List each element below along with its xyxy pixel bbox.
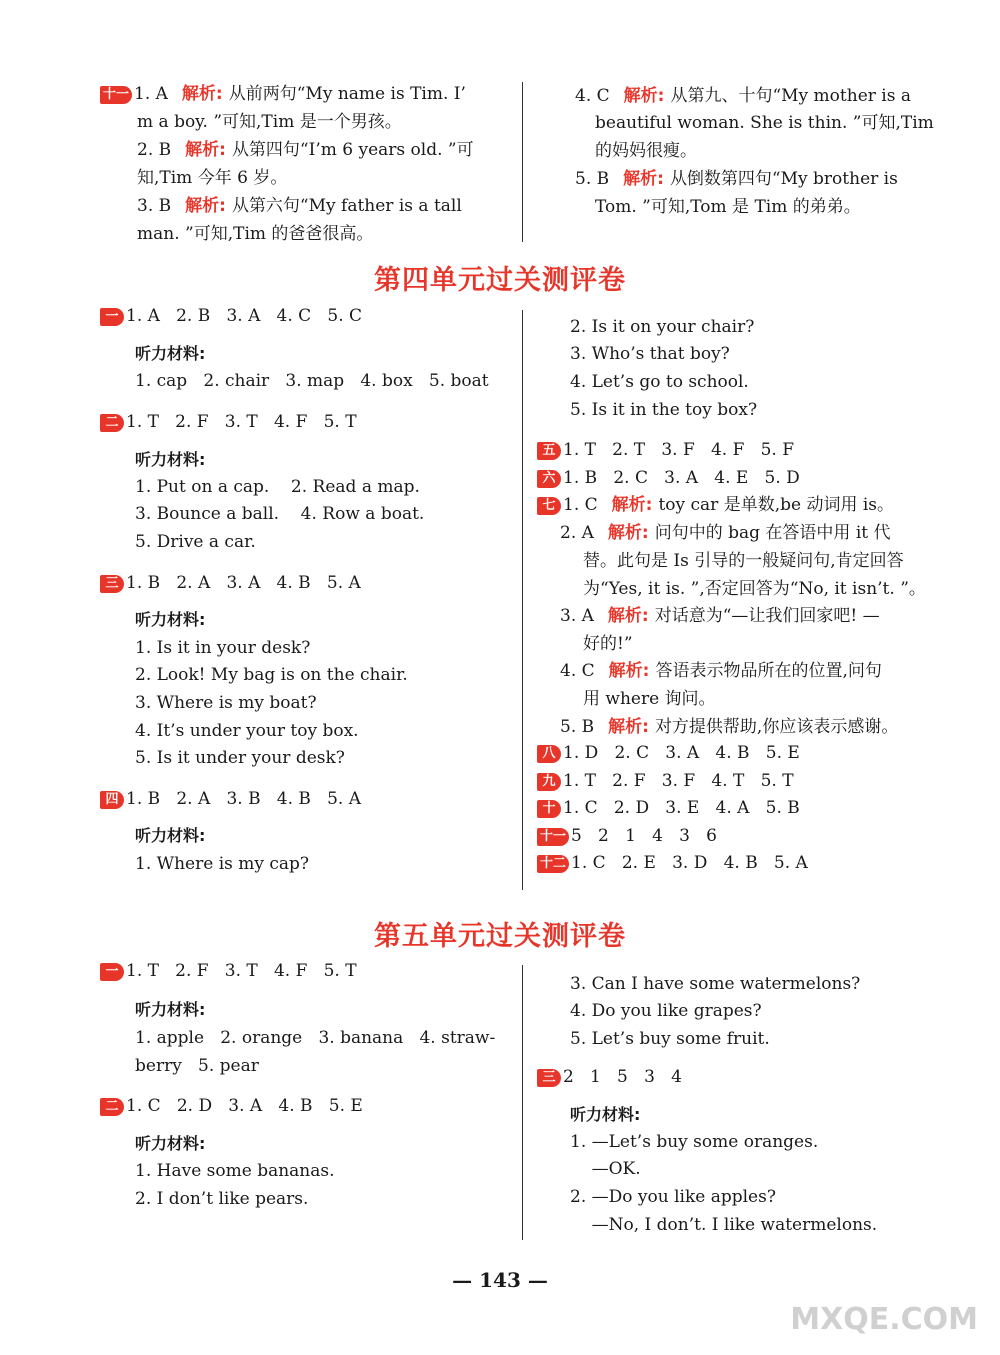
answer-line (570, 343, 730, 365)
answer-text: 1. C 2. D 3. E 4. A 5. B (563, 798, 800, 818)
analysis-text: 从第四句“I’m 6 years old. ”可 (231, 140, 474, 160)
answer-text: 4. Do you like grapes? (570, 1001, 762, 1021)
answer-line (100, 83, 466, 105)
answer-line (595, 112, 934, 134)
answer-line (100, 1095, 363, 1117)
answer-line (537, 770, 794, 792)
answer-text: 1. B 2. A 3. A 4. B 5. A (126, 573, 361, 593)
answer-text: 4. Let’s go to school. (570, 372, 749, 392)
answer-line (560, 605, 880, 627)
answer-line (570, 1028, 770, 1050)
analysis-label: 解析: (611, 495, 653, 515)
listening-material-label: 听力材料: (135, 610, 206, 629)
answer-line (570, 371, 749, 393)
answer-line (570, 399, 757, 421)
question-number-badge: 七 (537, 497, 561, 515)
section-label (135, 343, 205, 365)
answer-text: 2. B (137, 140, 172, 160)
answer-line (135, 637, 310, 659)
answer-text: 1. —Let’s buy some oranges. (570, 1132, 819, 1152)
answer-text: 5 2 1 4 3 6 (571, 826, 717, 846)
question-number-badge: 三 (537, 1069, 561, 1087)
answer-text: 1. Is it in your desk? (135, 638, 311, 658)
answer-line (575, 85, 911, 107)
answer-line (537, 852, 808, 874)
section-label (135, 999, 205, 1021)
answer-text: 1. C 2. D 3. A 4. B 5. E (126, 1096, 363, 1116)
section-label (135, 825, 205, 847)
question-number-badge: 五 (537, 442, 561, 460)
analysis-label: 解析: (181, 84, 223, 104)
answer-line (560, 660, 882, 682)
answer-text: 1. C 2. E 3. D 4. B 5. A (571, 853, 808, 873)
answer-line (570, 316, 754, 338)
answer-text: 2. Is it on your chair? (570, 317, 755, 337)
answer-line (583, 688, 716, 710)
answer-line (135, 692, 317, 714)
answer-text: 1. B 2. A 3. B 4. B 5. A (126, 789, 361, 809)
answer-line (100, 305, 362, 327)
answer-line (583, 633, 633, 655)
section-label (570, 1104, 640, 1126)
answer-line (135, 747, 345, 769)
answer-text: berry 5. pear (135, 1056, 259, 1076)
question-number-badge: 十一 (100, 86, 132, 104)
answer-text: —No, I don’t. I like watermelons. (570, 1215, 878, 1235)
answer-text: 2. —Do you like apples? (570, 1187, 776, 1207)
section-label (135, 1133, 205, 1155)
answer-line (560, 716, 898, 738)
answer-text: 1. T 2. T 3. F 4. F 5. F (563, 440, 795, 460)
answer-line (537, 1066, 682, 1088)
answer-text: 1. B 2. C 3. A 4. E 5. D (563, 468, 800, 488)
answer-line (135, 476, 420, 498)
answer-line (135, 531, 256, 553)
answer-text: 5. Is it under your desk? (135, 748, 345, 768)
answer-line (137, 111, 402, 133)
answer-text: 3. Bounce a ball. 4. Row a boat. (135, 504, 425, 524)
analysis-label: 解析: (185, 196, 226, 216)
answer-line (537, 467, 800, 489)
question-number-badge: 六 (537, 470, 561, 488)
analysis-text: 从倒数第四句“My brother is (669, 169, 898, 189)
answer-text: 为“Yes, it is. ”,否定回答为“No, it isn’t. ”。 (583, 579, 926, 599)
answer-line (137, 167, 287, 189)
section-label (135, 449, 205, 471)
analysis-text: 从前两句“My name is Tim. I’ (228, 84, 466, 104)
answer-line (135, 1160, 335, 1182)
answer-text: 3. Who’s that boy? (570, 344, 730, 364)
column-divider (522, 82, 523, 242)
analysis-label: 解析: (607, 523, 649, 543)
answer-text: 的妈妈很瘦。 (595, 141, 697, 161)
answer-text: 3. B (137, 196, 172, 216)
analysis-label: 解析: (185, 140, 226, 160)
answer-text: man. ”可知,Tim 的爸爸很高。 (137, 224, 374, 244)
answer-text: 1. D 2. C 3. A 4. B 5. E (563, 743, 800, 763)
answer-text: 1. A (134, 84, 168, 104)
answer-text: 1. T 2. F 3. T 4. F 5. T (126, 961, 357, 981)
answer-text: 5. Is it in the toy box? (570, 400, 758, 420)
answer-text: 4. It’s under your toy box. (135, 721, 359, 741)
analysis-label: 解析: (623, 169, 664, 189)
answer-line (135, 853, 309, 875)
question-number-badge: 一 (100, 963, 124, 981)
listening-material-label: 听力材料: (135, 1000, 206, 1019)
answer-text: 1. apple 2. orange 3. banana 4. straw- (135, 1028, 496, 1048)
question-number-badge: 十二 (537, 855, 569, 873)
answer-line (583, 550, 904, 572)
analysis-text: 问句中的 bag 在答语中用 it 代 (654, 523, 891, 543)
analysis-text: 从第九、十句“My mother is a (670, 86, 911, 106)
answer-line (135, 664, 408, 686)
answer-text: 1. Have some bananas. (135, 1161, 335, 1181)
answer-line (100, 411, 357, 433)
answer-line (135, 1188, 308, 1210)
answer-line (537, 797, 800, 819)
section-label (135, 609, 205, 631)
answer-text: 3. Can I have some watermelons? (570, 974, 861, 994)
answer-line (135, 370, 489, 392)
listening-material-label: 听力材料: (135, 344, 206, 363)
column-divider (522, 310, 523, 890)
answer-text: 2. A (560, 523, 594, 543)
answer-text: 2. I don’t like pears. (135, 1189, 309, 1209)
page-number: — 143 — (452, 1268, 548, 1292)
answer-line (570, 1158, 641, 1180)
answer-text: 替。此句是 Is 引导的一般疑问句,肯定回答 (583, 551, 904, 571)
answer-text: 1. T 2. F 3. T 4. F 5. T (126, 412, 357, 432)
question-number-badge: 四 (100, 791, 124, 809)
answer-text: 5. Drive a car. (135, 532, 256, 552)
answer-text: 1. Put on a cap. 2. Read a map. (135, 477, 420, 497)
question-number-badge: 八 (537, 745, 561, 763)
answer-text: 5. B (575, 169, 610, 189)
unit4-title: 第四单元过关测评卷 (374, 265, 626, 296)
answer-line (570, 973, 860, 995)
analysis-text: 对话意为“—让我们回家吧! — (654, 606, 880, 626)
answer-text: beautiful woman. She is thin. ”可知,Tim (595, 113, 934, 133)
answer-text: 4. C (575, 86, 610, 106)
answer-text: 4. C (560, 661, 595, 681)
question-number-badge: 九 (537, 773, 561, 791)
answer-line (537, 742, 800, 764)
answer-text: Tom. ”可知,Tom 是 Tim 的弟弟。 (595, 197, 861, 217)
answer-line (595, 196, 861, 218)
answer-text: 5. B (560, 717, 595, 737)
answer-text: 1. C (563, 495, 598, 515)
answer-line (137, 195, 462, 217)
listening-material-label: 听力材料: (135, 826, 206, 845)
answer-line (135, 1055, 259, 1077)
answer-text: 用 where 询问。 (583, 689, 716, 709)
answer-line (537, 439, 794, 461)
answer-line (570, 1186, 776, 1208)
answer-text: 1. cap 2. chair 3. map 4. box 5. boat (135, 371, 489, 391)
analysis-label: 解析: (608, 717, 649, 737)
answer-line (135, 720, 359, 742)
answer-line (137, 223, 373, 245)
answer-text: m a boy. ”可知,Tim 是一个男孩。 (137, 112, 402, 132)
analysis-label: 解析: (608, 661, 650, 681)
column-divider (522, 965, 523, 1240)
answer-line (570, 1214, 877, 1236)
answer-line (583, 578, 926, 600)
answer-text: 3. A (560, 606, 594, 626)
answer-text: 知,Tim 今年 6 岁。 (137, 168, 288, 188)
answer-line (570, 1000, 762, 1022)
analysis-text: 答语表示物品所在的位置,问句 (655, 661, 882, 681)
answer-line (570, 1131, 818, 1153)
answer-text: 1. A 2. B 3. A 4. C 5. C (126, 306, 363, 326)
answer-line (100, 960, 357, 982)
answer-line (135, 503, 424, 525)
answer-text: —OK. (570, 1159, 641, 1179)
unit5-title: 第五单元过关测评卷 (374, 921, 626, 952)
answer-text: 5. Let’s buy some fruit. (570, 1029, 770, 1049)
answer-text: 好的!” (583, 634, 633, 654)
answer-line (560, 522, 891, 544)
analysis-label: 解析: (607, 606, 649, 626)
listening-material-label: 听力材料: (570, 1105, 641, 1124)
answer-text: 2. Look! My bag is on the chair. (135, 665, 408, 685)
analysis-label: 解析: (623, 86, 665, 106)
watermark: MXQE.COM (790, 1302, 978, 1337)
analysis-text: 对方提供帮助,你应该表示感谢。 (654, 717, 899, 737)
question-number-badge: 十 (537, 800, 561, 818)
answer-line (575, 168, 898, 190)
answer-text: 1. T 2. F 3. F 4. T 5. T (563, 771, 794, 791)
answer-line (537, 494, 894, 516)
question-number-badge: 二 (100, 414, 124, 432)
answer-line (537, 825, 717, 847)
answer-text: 3. Where is my boat? (135, 693, 317, 713)
question-number-badge: 一 (100, 308, 124, 326)
question-number-badge: 十一 (537, 828, 569, 846)
listening-material-label: 听力材料: (135, 1134, 206, 1153)
analysis-text: 从第六句“My father is a tall (231, 196, 462, 216)
question-number-badge: 二 (100, 1098, 124, 1116)
analysis-text: toy car 是单数,be 动词用 is。 (658, 495, 895, 515)
answer-line (135, 1027, 495, 1049)
question-number-badge: 三 (100, 575, 124, 593)
answer-text: 1. Where is my cap? (135, 854, 310, 874)
answer-line (100, 572, 361, 594)
listening-material-label: 听力材料: (135, 450, 206, 469)
answer-text: 2 1 5 3 4 (563, 1067, 682, 1087)
answer-line (100, 788, 361, 810)
answer-line (595, 140, 697, 162)
answer-line (137, 139, 474, 161)
